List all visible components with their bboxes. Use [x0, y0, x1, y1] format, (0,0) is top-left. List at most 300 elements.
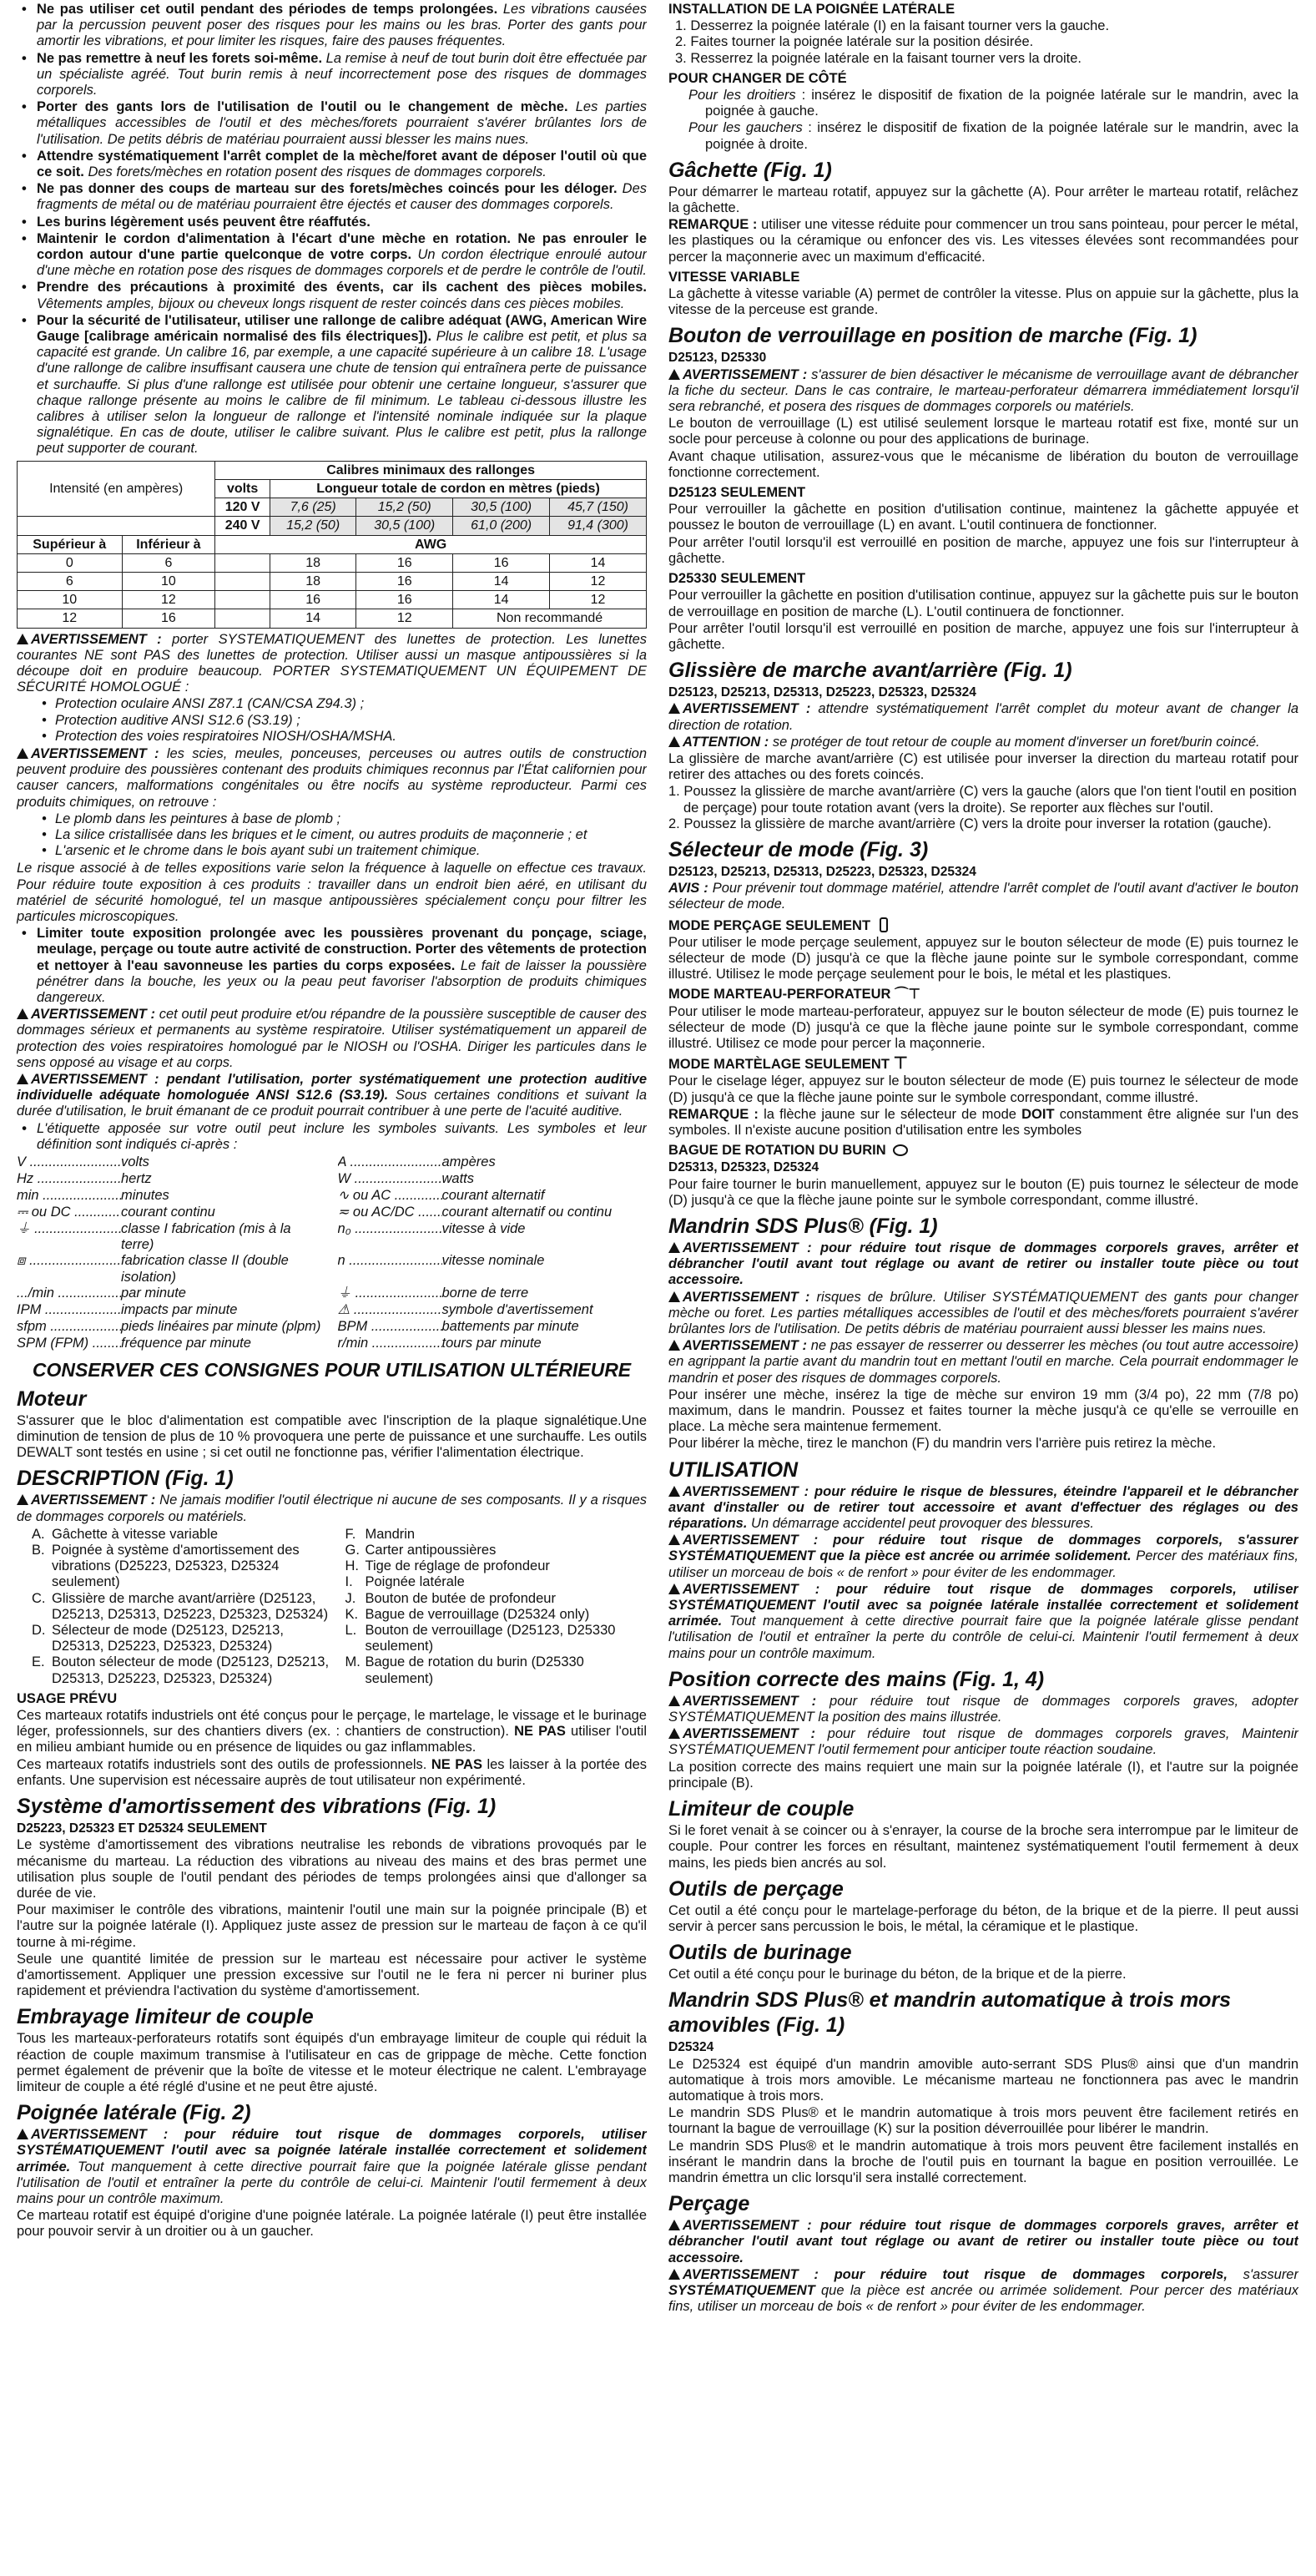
- description-item: [345, 1591, 648, 1607]
- item-letter: M.: [345, 1654, 361, 1670]
- warning-triangle-icon: [668, 1486, 680, 1497]
- warning-triangle-icon: [17, 634, 28, 644]
- table-cell: [215, 609, 270, 628]
- table-cell: 14: [550, 553, 647, 572]
- safety-bullet: [17, 99, 647, 148]
- table-sup-header: Supérieur à: [18, 535, 123, 553]
- description-item: [345, 1543, 648, 1558]
- save-instructions-heading: CONSERVER CES CONSIGNES POUR UTILISATION ULTÉRIEURE: [32, 1358, 632, 1381]
- trigger-text: Pour démarrer le marteau rotatif, appuyez sur la gâchette (A). Pour arrêter le marteau rotatif, relâchez la gâchette.: [668, 184, 1298, 216]
- right-column: [668, 2, 1298, 2576]
- symbol-key: ⏚ .....: [338, 1285, 442, 1302]
- warning-chemicals: AVERTISSEMENT : les scies, meules, ponceuses, perceuses ou autres outils de construction peuvent produire des poussières contenant des produits chimiques reconnus par l'État californien pour causer cancers, malformations congénitales ou être nocifs au système reproducteur. Parmi ces produits chimiques, on retrouve :: [17, 745, 647, 810]
- symbol-key: Hz .....: [17, 1171, 121, 1188]
- hands-warning-2: AVERTISSEMENT : pour réduire tout risque de dommages corporels graves, Maintenir SYSTÉMATIQUEMENT l'outil fermement pour anticiper toute réaction soudaine.: [668, 1726, 1298, 1758]
- fwdrev-models: D25123, D25213, D25313, D25223, D25323, D25324: [668, 685, 976, 700]
- mode-notice: AVIS : Pour prévenir tout dommage matériel, attendre l'arrêt complet de l'outil avant d'activer le bouton sélecteur de mode.: [668, 881, 1298, 912]
- mode-heading: Sélecteur de mode (Fig. 3): [668, 837, 929, 861]
- sds-text-2: Pour libérer la mèche, tirez le manchon (F) du mandrin vers l'arrière puis retirez la mèche.: [668, 1436, 1217, 1452]
- symbol-definition: borne de terre: [441, 1285, 529, 1301]
- side-handle-warning: AVERTISSEMENT : pour réduire tout risque de dommages corporels, utiliser SYSTÉMATIQUEMENT l'outil avec sa poignée latérale installée correctement et solidement arrimée. Tout manquement à cette directive pourrait faire que la poignée latérale glisse pendant l'utilisation de l'outil et entraîner la perte du contrôle de celui-ci. Maintenir l'outil fermement à deux mains pour un contrôle maximum.: [17, 2127, 647, 2206]
- trigger-heading: Gâchette (Fig. 1): [668, 158, 832, 182]
- lock-m2-text-2: Pour arrêter l'outil lorsqu'il est verrouillé en position de marche, appuyez une fois sur l'interrupteur à gâchette.: [668, 620, 1298, 652]
- warning-triangle-icon: [17, 1008, 28, 1019]
- table-row: [18, 609, 647, 628]
- symbol-definition: impacts par minute: [121, 1301, 238, 1317]
- description-parts-list: [32, 1527, 647, 1687]
- sds-warning-3: AVERTISSEMENT : ne pas essayer de resserrer ou desserrer les mèches (ou tout autre accessoire) en agrippant la partie avant du mandrin tout en mettant l'outil en marche. Cela pourrait endommager le mandrin et poser des risques de dommages corporels.: [668, 1338, 1298, 1386]
- symbol-key: min .....: [17, 1188, 121, 1205]
- utilisation-heading: UTILISATION: [668, 1457, 799, 1482]
- description-item: [345, 1607, 648, 1623]
- install-steps: [668, 18, 1298, 67]
- warning-triangle-icon: [668, 1242, 680, 1253]
- warning-triangle-icon: [668, 1583, 680, 1594]
- symbol-key: ⎓ ou DC .....: [17, 1205, 121, 1221]
- symbol-row: [338, 1336, 648, 1352]
- table-cell: 16: [356, 572, 453, 590]
- table-cell: 16: [122, 609, 215, 628]
- safety-bullets-top: [17, 2, 647, 457]
- bullet-lead: Les burins légèrement usés peuvent être réaffutés.: [37, 214, 371, 230]
- symbol-definition: fréquence par minute: [121, 1335, 251, 1351]
- label-bullet: • L'étiquette apposée sur votre outil peut inclure les symboles suivants. Les symboles et leur définition sont indiqués ci-après :: [17, 1121, 647, 1153]
- lock-text-2: Avant chaque utilisation, assurez-vous que le mécanisme de libération du bouton de verrouillage fonctionne correctement.: [668, 448, 1298, 480]
- hammer-mode-heading: MODE MARTEAU-PERFORATEUR ⌒⊤: [668, 987, 920, 1003]
- table-cell: 16: [356, 553, 453, 572]
- lock-text-1: Le bouton de verrouillage (L) est utilisé seulement lorsque le marteau rotatif est fixe, monté sur un socle pour perceuse à colonne ou pour des applications de burinage.: [668, 416, 1298, 447]
- table-cell: 14: [453, 572, 550, 590]
- side-handle-heading: Poignée latérale (Fig. 2): [17, 2101, 251, 2125]
- drill-tools-text: Cet outil a été conçu pour le martelage-perforage du béton, de la brique et de la pierre. Il peut aussi servir à percer sans percussion le bois, le métal, la céramique et le plastique.: [668, 1902, 1298, 1934]
- auto-chuck-text-3: Le mandrin SDS Plus® et le mandrin automatique à trois mors peuvent être facilement installés en insérant le mandrin dans la broche de l'outil puis en tournant la bague en position verrouillée. Le mandrin émettra un clic lorsqu'il sera installé correctement.: [668, 2138, 1298, 2185]
- step-item: 2. Poussez la glissière de marche avant/arrière (C) vers la droite pour inverser la rotation (gauche).: [668, 816, 1272, 831]
- chisel-tools-heading: Outils de burinage: [668, 1941, 852, 1965]
- item-letter: J.: [345, 1590, 356, 1606]
- bullet-text: Les vibrations causées par la percussion peuvent poser des risques pour les mains ou les bras. Porter des gants pour amortir les vibrations, et pour limiter les risques, faire des pauses fréquentes.: [37, 2, 647, 49]
- table-cell: 12: [550, 572, 647, 590]
- table-cell-length: 15,2 (50): [270, 517, 355, 535]
- warning-triangle-icon: [668, 369, 680, 380]
- symbol-definition: symbole d'avertissement: [441, 1301, 593, 1317]
- change-side-right: Pour les droitiers : insérez le dispositif de fixation de la poignée latérale sur le mandrin, avec la poignée à gauche.: [688, 88, 1298, 119]
- table-cell-length: 7,6 (25): [270, 498, 355, 517]
- symbol-row: [338, 1285, 648, 1302]
- item-text: Bouton de verrouillage (D25123, D25330 seulement): [365, 1623, 616, 1654]
- table-cell: [215, 572, 270, 590]
- bullet-text: Un cordon électrique enroulé autour d'une mèche en rotation pose des risques de dommages corporels et de perdre le contrôle de l'outil.: [37, 247, 647, 279]
- warning-triangle-icon: [668, 736, 680, 747]
- table-cell-length: 30,5 (100): [453, 498, 550, 517]
- side-handle-text: Ce marteau rotatif est équipé d'origine d'une poignée latérale. La poignée latérale (I) peut être installée pour pouvoir servir à un droitier ou à un gaucher.: [17, 2208, 647, 2240]
- sds-warning-1: AVERTISSEMENT : pour réduire tout risque de dommages corporels graves, arrêter et débrancher l'outil avant tout réglage ou avant de retirer ou installer toute pièce ou tout accessoire.: [668, 1240, 1298, 1288]
- moteur-text: S'assurer que le bloc d'alimentation est compatible avec l'inscription de la plaque signalétique.Une diminution de tension de plus de 10 % provoquera une perte de puissance et une surchauffe. Les outils DEWALT sont testés en usine ; si cet outil ne fonctionne pas, vérifier l'alimentation électrique.: [17, 1412, 647, 1461]
- symbol-key: ≂ ou AC/DC .....: [338, 1205, 442, 1221]
- bullet-text: Des forets/mèches en rotation posent des risques de dommages corporels.: [83, 164, 547, 180]
- lock-m1-text-1: Pour verrouiller la gâchette en position d'utilisation continue, maintenez la gâchette appuyée et poussez le bouton de verrouillage (L) en avant. L'outil continuera de fonctionner.: [668, 502, 1298, 533]
- bullet-lead: Porter des gants lors de l'utilisation de l'outil ou le changement de mèche.: [37, 99, 568, 115]
- clutch-heading: Embrayage limiteur de couple: [17, 2005, 314, 2029]
- description-item: [32, 1543, 334, 1591]
- symbol-definition: classe I fabrication (mis à la terre): [121, 1221, 291, 1253]
- bullet-text: Vêtements amples, bijoux ou cheveux longs risquent de rester coincés dans ces pièces mobiles.: [37, 295, 625, 311]
- safety-bullet: [17, 280, 647, 311]
- install-heading: INSTALLATION DE LA POIGNÉE LATÉRALE: [668, 2, 955, 17]
- table-cell: 0: [18, 553, 123, 572]
- table-cell-length: 30,5 (100): [356, 517, 453, 535]
- percage-heading: Perçage: [668, 2192, 750, 2216]
- bullet-lead: Ne pas remettre à neuf les forets soi-même.: [37, 50, 323, 66]
- table-intensity-header: Intensité (en ampères): [18, 461, 215, 517]
- item-letter: F.: [345, 1526, 356, 1542]
- description-warning: AVERTISSEMENT : Ne jamais modifier l'outil électrique ni aucune de ses composants. Il y a risques de dommages corporels ou matériels.: [17, 1493, 647, 1524]
- item-letter: D.: [32, 1623, 46, 1639]
- bullet-text: Plus le calibre est petit, et plus sa capacité est grande. Un calibre 16, par exemple, a une capacité supérieure à un calibre 18. L'usage d'une rallonge de calibre insuffisant causera une chute de tension qui entraînera perte de puissance et surchauffe. Si plus d'une rallonge est utilisée pour obtenir une certaine longueur, s'assurer que chaque rallonge présente au moins le calibre de fil minimum. Le tableau ci-dessous illustre les calibres à utiliser selon la longueur de rallonge et l'intensité nominale indiquée sur la plaque signalétique. En cas de doute, utiliser le calibre suivant. Plus le calibre est petit, plus la rallonge peut supporter de courant.: [37, 329, 647, 457]
- drill-mode-heading: MODE PERÇAGE SEULEMENT: [668, 917, 1298, 934]
- bullet-text: La remise à neuf de tout burin doit être effectuée par un spécialiste agréé. Tout burin remis à neuf incorrectement pose des risques de dommages corporels.: [37, 50, 647, 98]
- description-item: [345, 1527, 648, 1543]
- utilisation-warning-1: AVERTISSEMENT : pour réduire le risque de blessures, éteindre l'appareil et le débrancher avant d'installer ou de retirer tout accessoire et avant d'effectuer des réglages ou des réparations. Un démarrage accidentel peut provoquer des blessures.: [668, 1483, 1298, 1532]
- utilisation-warning-3: AVERTISSEMENT : pour réduire tout risque de dommages corporels, utiliser SYSTÉMATIQUEMENT l'outil avec sa poignée latérale installée correctement et solidement arrimée. Tout manquement à cette directive pourrait faire que la poignée latérale glisse pendant l'utilisation de l'outil et entraîner la perte du contrôle de celui-ci. Maintenir l'outil fermement à deux mains pour un contrôle maximum.: [668, 1581, 1298, 1661]
- warning-triangle-icon: [17, 1073, 28, 1084]
- symbol-definition: battements par minute: [441, 1318, 579, 1334]
- warning-dust: AVERTISSEMENT : cet outil peut produire et/ou répandre de la poussière susceptible de causer des dommages sérieux et permanents au système respiratoire. Utiliser systématiquement un appareil de protection des voies respiratoires homologué par le NIOSH ou l'OSHA. Diriger les particules dans le sens opposé au visage et au corps.: [17, 1007, 647, 1070]
- hands-heading: Position correcte des mains (Fig. 1, 4): [668, 1667, 1045, 1691]
- auto-chuck-heading: Mandrin SDS Plus® et mandrin automatique à trois mors amovibles (Fig. 1): [668, 1988, 1232, 2038]
- table-cell: 16: [453, 553, 550, 572]
- safety-bullet: [17, 313, 647, 457]
- table-row: [18, 591, 647, 609]
- symbol-definition: courant continu: [121, 1205, 215, 1220]
- table-inf-header: Inférieur à: [122, 535, 215, 553]
- symbol-definition: vitesse à vide: [441, 1221, 526, 1237]
- vibration-text-1: Le système d'amortissement des vibrations neutralise les rebonds de vibrations provoqués par le mécanisme du marteau. La réduction des vibrations au niveau des mains et des bras permet une utilisation plus souple de l'outil pendant des périodes de temps prolongées ainsi que d'allonger sa durée de vie.: [17, 1837, 647, 1901]
- symbol-key: ⧈ .....: [17, 1253, 121, 1285]
- symbol-key: n .....: [338, 1253, 442, 1285]
- table-row: [18, 572, 647, 590]
- description-item: [32, 1527, 334, 1543]
- table-cell-length: 61,0 (200): [453, 517, 550, 535]
- safety-bullet: [17, 2, 647, 50]
- table-cell: 16: [270, 591, 355, 609]
- auto-chuck-models: D25324: [668, 2040, 714, 2055]
- symbol-row: [17, 1302, 326, 1319]
- variable-speed-text: La gâchette à vitesse variable (A) permet de contrôler la vitesse. Plus on appuie sur la gâchette, plus la vitesse de la perceuse est grande.: [668, 286, 1298, 318]
- symbol-key: IPM .....: [17, 1302, 121, 1319]
- hammer-mode-text: Pour utiliser le mode marteau-perforateur, appuyez sur le bouton sélecteur de mode (E) puis tournez le sélecteur de mode (D) jusqu'à ce que la flèche jaune pointe sur le symbole correspondant, comme illustré. Utilisez ce mode pour percer la maçonnerie.: [668, 1003, 1298, 1051]
- table-cell: 12: [122, 591, 215, 609]
- percage-warning-2: AVERTISSEMENT : pour réduire tout risque de dommages corporels, s'assurer SYSTÉMATIQUEMENT que la pièce est ancrée ou arrimée solidement. Pour percer des matériaux fins, utiliser un morceau de bois « de renfort » pour éviter de les endommager.: [668, 2266, 1298, 2315]
- symbol-row: [17, 1285, 326, 1302]
- description-item: [345, 1623, 648, 1654]
- table-240v: 240 V: [215, 517, 270, 535]
- hammer-only-mode-icon: ⊤: [893, 1054, 908, 1073]
- item-text: Carter antipoussières: [365, 1543, 497, 1558]
- change-side-left: Pour les gauchers : insérez le dispositif de fixation de la poignée latérale sur le mandrin, avec la poignée à droite.: [688, 120, 1298, 152]
- list-item: • L'arsenic et le chrome dans le bois ayant subi un traitement chimique.: [37, 843, 647, 859]
- description-item: [32, 1591, 334, 1623]
- item-letter: A.: [32, 1526, 45, 1542]
- symbol-definition: hertz: [121, 1171, 152, 1187]
- warning-triangle-icon: [17, 2129, 28, 2139]
- symbol-row: [17, 1221, 326, 1253]
- warning-triangle-icon: [668, 1291, 680, 1302]
- list-item: • Protection oculaire ANSI Z87.1 (CAN/CSA Z94.3) ;: [37, 696, 647, 712]
- hammer-drill-mode-icon: ⌒⊤: [895, 987, 920, 1003]
- auto-chuck-text-2: Le mandrin SDS Plus® et le mandrin automatique à trois mors peuvent être facilement retirés en tournant la bague de verrouillage (K) sur la position déverrouillée pour libérer le mandrin.: [668, 2105, 1298, 2137]
- description-item: [32, 1623, 334, 1654]
- list-item: • La silice cristallisée dans les briques et le ciment, ou autres produits de maçonnerie ; et: [37, 827, 647, 843]
- symbol-key: V .....: [17, 1154, 121, 1171]
- bullet-lead: Ne pas utiliser cet outil pendant des périodes de temps prolongées.: [37, 2, 498, 17]
- symbol-definition: tours par minute: [441, 1335, 542, 1351]
- bullet-text: Des fragments de métal ou de matériau pourraient être éjectés et causer des dommages corporels.: [37, 181, 647, 213]
- lock-warning: AVERTISSEMENT : s'assurer de bien désactiver le mécanisme de verrouillage avant de débrancher la fiche du secteur. Dans le cas contraire, le marteau-perforateur démarrera immédiatement lorsqu'il sera rebranché, et posera des risques de dommages corporels ou matériels.: [668, 366, 1298, 415]
- warning-hearing: AVERTISSEMENT : pendant l'utilisation, porter systématiquement une protection auditive individuelle adéquate homologuée ANSI S12.6 (S3.19). Sous certaines conditions et suivant la durée d'utilisation, le bruit émanant de ce produit pourrait contribuer à une perte de l'acuité auditive.: [17, 1072, 647, 1119]
- description-item: [345, 1558, 648, 1574]
- symbol-row: [338, 1319, 648, 1336]
- clutch-text: Tous les marteaux-perforateurs rotatifs sont équipés d'un embrayage limiteur de couple qui réduit la réaction de couple maximum transmise à l'utilisateur en cas de grippage de mèche. Cette fonction permet également de prévenir que la boîte de vitesse et le moteur électrique ne calent. L'embrayage limiteur de couple a été réglé d'usine et ne peut être ajusté.: [17, 2031, 647, 2094]
- table-cell-length: 15,2 (50): [356, 498, 453, 517]
- warning-triangle-icon: [668, 1695, 680, 1706]
- table-cell-length: 45,7 (150): [550, 498, 647, 517]
- symbol-row: [17, 1253, 326, 1285]
- symbol-row: [17, 1205, 326, 1221]
- chisel-mode-text: Pour le ciselage léger, appuyez sur le bouton sélecteur de mode (E) puis tournez le sélecteur de mode (D) jusqu'à ce que la flèche jaune pointe sur le symbole correspondant, comme illustré.: [668, 1073, 1298, 1105]
- symbol-definition: fabrication classe II (double isolation): [121, 1253, 289, 1285]
- variable-speed-heading: VITESSE VARIABLE: [668, 269, 800, 285]
- safety-bullet: [17, 149, 647, 180]
- warning-triangle-icon: [668, 2220, 680, 2230]
- symbol-key: A .....: [338, 1154, 442, 1171]
- symbol-row: [338, 1221, 648, 1253]
- warning-triangle-icon: [668, 1728, 680, 1739]
- symbol-key: ⏚ .....: [17, 1221, 121, 1253]
- vibration-text-2: Pour maximiser le contrôle des vibrations, maintenir l'outil une main sur la poignée principale (B) et l'autre sur la poignée latérale (I). Appliquez juste assez de pression sur le marteau de façon à ce qu'il tourne à mi-régime.: [17, 1902, 647, 1950]
- item-text: Mandrin: [365, 1526, 416, 1542]
- item-text: Bague de rotation du burin (D25330 seulement): [365, 1654, 584, 1686]
- ring-models: D25313, D25323, D25324: [668, 1160, 819, 1175]
- lock-m2-text-1: Pour verrouiller la gâchette en position d'utilisation continue, appuyez sur la gâchette puis sur le bouton de verrouillage en position de marche (L). L'outil continuera de fonctionner.: [668, 588, 1298, 619]
- item-letter: C.: [32, 1590, 46, 1606]
- list-item: • Protection auditive ANSI S12.6 (S3.19) ;: [37, 713, 647, 729]
- utilisation-warning-2: AVERTISSEMENT : pour réduire tout risque de dommages corporels, s'assurer SYSTÉMATIQUEMENT que la pièce est ancrée ou arrimée solidement. Percer des matériaux fins, utiliser un morceau de bois « de renfort » pour éviter de les endommager.: [668, 1533, 1298, 1580]
- step-item: 1. Poussez la glissière de marche avant/arrière (C) vers la gauche (alors que l'on tient l'outil en position de perçage) pour toute rotation avant (vers la droite). Se reporter aux flèches sur l'outil.: [668, 784, 1297, 816]
- bullet-lead: Ne pas donner des coups de marteau sur des forets/mèches coincés pour les déloger.: [37, 181, 618, 197]
- hands-warning-1: AVERTISSEMENT : pour réduire tout risque de dommages corporels graves, adopter SYSTÉMATIQUEMENT la position des mains illustrée.: [668, 1693, 1298, 1725]
- symbol-definition: par minute: [121, 1285, 186, 1301]
- symbol-definition: volts: [121, 1154, 149, 1170]
- symbol-key: n₀ .....: [338, 1221, 442, 1253]
- sds-text-1: Pour insérer une mèche, insérez la tige de mèche sur environ 19 mm (3/4 po), 22 mm (7/8 po) maximum, dans le mandrin. Poussez et faites tourner la mèche jusqu'à ce qu'elle se verrouille en place. La mèche sera maintenue fermement.: [668, 1386, 1298, 1435]
- symbol-key: ⚠ .....: [338, 1302, 442, 1319]
- symbol-row: [17, 1319, 326, 1336]
- symbol-definition: vitesse nominale: [441, 1253, 545, 1269]
- warning-triangle-icon: [668, 2269, 680, 2280]
- drill-mode-text: Pour utiliser le mode perçage seulement, appuyez sur le bouton sélecteur de mode (E) puis tournez le sélecteur de mode (D) jusqu'à ce que la flèche jaune pointe sur le symbole correspondant, comme illustré. Utilisez le mode perçage seulement pour le bois, le métal et les plastiques.: [668, 934, 1298, 982]
- item-text: Bague de verrouillage (D25324 only): [365, 1606, 590, 1622]
- symbol-definition: minutes: [121, 1188, 169, 1204]
- symbol-row: [338, 1302, 648, 1319]
- table-cell: 14: [270, 609, 355, 628]
- chisel-mode-heading: MODE MARTÈLAGE SEULEMENT ⊤: [668, 1054, 908, 1073]
- vibration-text-3: Seule une quantité limitée de pression sur le marteau est nécessaire pour activer le système d'amortissement. Appliquer une pression excessive sur l'outil ne le fera ni percer ni buriner plus rapidement et préviendra l'activation du système d'amortissement.: [17, 1951, 647, 1999]
- percage-warning-1: AVERTISSEMENT : pour réduire tout risque de dommages corporels graves, arrêter et débrancher l'outil avant tout réglage ou avant de retirer ou installer toute pièce ou tout accessoire.: [668, 2218, 1298, 2265]
- list-item: • Protection des voies respiratoires NIOSH/OSHA/MSHA.: [37, 729, 647, 745]
- symbol-key: BPM .....: [338, 1319, 442, 1336]
- drill-tools-heading: Outils de perçage: [668, 1876, 844, 1901]
- table-cell: 6: [18, 572, 123, 590]
- safety-bullet: [17, 181, 647, 213]
- step-item: 3. Resserrez la poignée latérale en la faisant tourner vers la droite.: [675, 50, 1082, 66]
- safety-bullet: [17, 215, 647, 230]
- warning-triangle-icon: [668, 1534, 680, 1545]
- table-cell: 12: [356, 609, 453, 628]
- warning-triangle-icon: [668, 703, 680, 714]
- warning-triangle-icon: [17, 748, 28, 759]
- table-cell: 16: [356, 591, 453, 609]
- table-cell: 12: [550, 591, 647, 609]
- item-letter: H.: [345, 1558, 359, 1574]
- fwdrev-heading: Glissière de marche avant/arrière (Fig. 1): [668, 659, 1072, 683]
- symbol-row: [338, 1154, 648, 1171]
- table-cell: 18: [270, 572, 355, 590]
- symbol-row: [338, 1205, 648, 1221]
- lock-models: D25123, D25330: [668, 351, 767, 366]
- table-row: [18, 553, 647, 572]
- item-letter: E.: [32, 1654, 45, 1670]
- table-title: Calibres minimaux des rallonges: [215, 461, 647, 479]
- table-120v: 120 V: [215, 498, 270, 517]
- vibration-heading: Système d'amortissement des vibrations (Fig. 1): [17, 1795, 497, 1819]
- usage-heading: USAGE PRÉVU: [17, 1690, 118, 1706]
- safety-bullet: [17, 51, 647, 99]
- ring-heading: BAGUE DE ROTATION DU BURIN: [668, 1143, 1298, 1159]
- safety-bullet: [17, 231, 647, 280]
- item-letter: I.: [345, 1574, 353, 1590]
- trigger-remark: REMARQUE : utiliser une vitesse réduite pour commencer un trou sans pointeau, pour percer le métal, les plastiques ou la céramique ou enfoncer des vis. Les vitesses élevées sont recommandées pour percer la maçonnerie avec un maximum d'efficacité.: [668, 217, 1298, 265]
- item-text: Poignée à système d'amortissement des vibrations (D25223, D25323, D25324 seulement): [52, 1543, 300, 1590]
- torque-text: Si le foret venait à se coincer ou à s'enrayer, la course de la broche sera interrompue par le limiteur de couple. Pour contrer les forces en résultant, maintenez systématiquement l'outil fermement à deux mains, les pieds bien ancrés au sol.: [668, 1823, 1298, 1871]
- bullet-lead: Pour la sécurité de l'utilisateur, utiliser une rallonge de calibre adéquat (AWG, American Wire Gauge [calibrage américain normalisé des fils électriques]).: [37, 312, 647, 345]
- chem-risk-text: Le risque associé à de telles expositions varie selon la fréquence à laquelle on effectue ces travaux. Pour réduire toute exposition à ces produits : travailler dans un endroit bien aéré, en utilisant du matériel de sécurité homologué, tel un masque antipoussières spécialement conçu pour filtrer les particules microscopiques.: [17, 861, 647, 924]
- protection-list: [17, 696, 647, 745]
- table-cell: 12: [18, 609, 123, 628]
- item-letter: L.: [345, 1623, 357, 1639]
- auto-chuck-text-1: Le D25324 est équipé d'un mandrin amovible auto-serrant SDS Plus® ainsi que d'un mandrin automatique à trois mors amovible. Le mécanisme marteau ne fonctionnera pas avec le mandrin automatique à trois mors.: [668, 2056, 1298, 2104]
- bullet-lead: Maintenir le cordon d'alimentation à l'écart d'une mèche en rotation. Ne pas enrouler le cordon autour d'une partie quelconque de votre corps.: [37, 230, 647, 263]
- sds-heading: Mandrin SDS Plus® (Fig. 1): [668, 1215, 938, 1238]
- vibration-models: D25223, D25323 ET D25324 SEULEMENT: [17, 1821, 267, 1836]
- step-item: 2. Faites tourner la poignée latérale sur la position désirée.: [675, 34, 1034, 50]
- list-item: • Le plomb dans les peintures à base de plomb ;: [37, 811, 647, 827]
- item-letter: B.: [32, 1543, 45, 1558]
- item-letter: K.: [345, 1606, 359, 1622]
- symbol-row: [338, 1171, 648, 1188]
- extension-cord-table: [17, 461, 647, 629]
- item-text: Tige de réglage de profondeur: [365, 1558, 550, 1574]
- symbol-key: r/min .....: [338, 1336, 442, 1352]
- warning-glasses: AVERTISSEMENT : porter SYSTEMATIQUEMENT des lunettes de protection. Les lunettes courantes NE sont PAS des lunettes de protection. Utiliser aussi un masque antipoussières si la découpe doit en produire beaucoup. PORTER SYSTEMATIQUEMENT UN ÉQUIPEMENT DE SÉCURITÉ HOMOLOGUÉ :: [17, 631, 647, 695]
- table-awg-header: AWG: [215, 535, 647, 553]
- lock-m1-heading: D25123 SEULEMENT: [668, 485, 806, 501]
- drill-mode-icon: [880, 917, 888, 932]
- symbol-row: [17, 1171, 326, 1188]
- description-item: [32, 1654, 334, 1686]
- usage-text-2: Ces marteaux rotatifs industriels sont des outils de professionnels. NE PAS les laisser à la portée des enfants. Une supervision est nécessaire auprès de tout utilisateur non expérimenté.: [17, 1756, 647, 1788]
- symbol-definition: watts: [441, 1171, 475, 1187]
- torque-heading: Limiteur de couple: [668, 1797, 855, 1821]
- dust-bullet: • Limiter toute exposition prolongée avec les poussières provenant du ponçage, sciage, meulage, perçage ou toute autre activité de construction. Porter des vêtements de protection et nettoyer à l'eau savonneuse les parties du corps exposées. Le fait de laisser la poussière pénétrer dans la bouche, les yeux ou la peau peut favoriser l'absorption de produits chimiques dangereux.: [17, 926, 647, 1006]
- sds-warning-2: AVERTISSEMENT : risques de brûlure. Utiliser SYSTÉMATIQUEMENT des gants pour changer mèche ou foret. Les parties métalliques accessibles de l'outil et des mèches/forets pourraient s'avérer brûlantes lors de l'utilisation. De petits débris de matériau pourraient aussi blesser les mains nues.: [668, 1289, 1298, 1337]
- step-item: 1. Desserrez la poignée latérale (I) en la faisant tourner vers la gauche.: [675, 18, 1110, 34]
- fwdrev-steps: [668, 784, 1298, 832]
- rotation-ring-icon: [893, 1144, 908, 1156]
- moteur-heading: Moteur: [17, 1386, 87, 1411]
- table-cell-length: 91,4 (300): [550, 517, 647, 535]
- symbol-row: [17, 1336, 326, 1352]
- symbol-row: [17, 1188, 326, 1205]
- hands-text: La position correcte des mains requiert une main sur la poignée latérale (I), et l'autre sur la poignée principale (B).: [668, 1759, 1298, 1791]
- item-text: Glissière de marche avant/arrière (D25123, D25213, D25313, D25223, D25323, D25324): [52, 1590, 329, 1622]
- symbol-row: [17, 1154, 326, 1171]
- item-text: Gâchette à vitesse variable: [52, 1526, 219, 1542]
- item-text: Sélecteur de mode (D25123, D25213, D25313, D25223, D25323, D25324): [52, 1623, 284, 1654]
- warning-triangle-icon: [17, 1494, 28, 1505]
- ring-text: Pour faire tourner le burin manuellement, appuyez sur le bouton (E) puis tournez le sélecteur de mode (D) jusqu'à ce que la flèche jaune pointe sur le symbole correspondant, comme illustré.: [668, 1176, 1298, 1208]
- lock-heading: Bouton de verrouillage en position de marche (Fig. 1): [668, 324, 1198, 348]
- item-text: Bouton sélecteur de mode (D25123, D25213, D25313, D25223, D25323, D25324): [52, 1654, 330, 1686]
- symbol-key: ∿ ou AC .....: [338, 1188, 442, 1205]
- table-cell: 10: [18, 591, 123, 609]
- table-cell: 14: [453, 591, 550, 609]
- symbols-legend: [17, 1154, 647, 1352]
- item-text: Poignée latérale: [365, 1574, 465, 1590]
- fwdrev-caution: ATTENTION : se protéger de tout retour de couple au moment d'inverser un foret/burin coincé.: [668, 735, 1298, 750]
- symbol-key: .../min .....: [17, 1285, 121, 1302]
- fwdrev-text: La glissière de marche avant/arrière (C) est utilisée pour inverser la direction du marteau rotatif pour retirer des attaches ou des forets coincés.: [668, 750, 1298, 783]
- description-heading: DESCRIPTION (Fig. 1): [17, 1467, 234, 1491]
- table-cell: [215, 553, 270, 572]
- bullet-text: Les parties métalliques accessibles de l'outil et des mèches/forets pourraient s'avérer brûlantes lors de l'utilisation. De petits débris de matériau pourraient aussi blesser les mains nues.: [37, 99, 647, 147]
- symbol-definition: pieds linéaires par minute (plpm): [121, 1318, 321, 1334]
- table-spacer: [18, 517, 215, 535]
- symbol-key: SPM (FPM) .....: [17, 1336, 121, 1352]
- symbol-definition: ampères: [441, 1154, 496, 1170]
- symbol-row: [338, 1253, 648, 1285]
- change-side-heading: POUR CHANGER DE CÔTÉ: [668, 70, 847, 86]
- item-text: Bouton de butée de profondeur: [365, 1590, 556, 1606]
- fwdrev-warning: AVERTISSEMENT : attendre systématiquement l'arrêt complet du moteur avant de changer la direction de rotation.: [668, 701, 1298, 733]
- symbol-row: [338, 1188, 648, 1205]
- lock-m1-text-2: Pour arrêter l'outil lorsqu'il est verrouillé en position de marche, appuyez une fois sur l'interrupteur à gâchette.: [668, 534, 1298, 566]
- symbol-key: sfpm .....: [17, 1319, 121, 1336]
- warning-triangle-icon: [668, 1340, 680, 1351]
- symbol-definition: courant alternatif: [441, 1188, 545, 1204]
- table-cell: 6: [122, 553, 215, 572]
- item-letter: G.: [345, 1543, 360, 1558]
- description-item: [345, 1574, 648, 1590]
- symbol-definition: courant alternatif ou continu: [441, 1205, 613, 1220]
- bullet-lead: Prendre des précautions à proximité des évents, car ils cachent des pièces mobiles.: [37, 280, 647, 295]
- table-volts-header: volts: [215, 479, 270, 498]
- symbol-key: W .....: [338, 1171, 442, 1188]
- table-cell: 10: [122, 572, 215, 590]
- mode-models: D25123, D25213, D25313, D25223, D25323, D25324: [668, 864, 976, 879]
- table-cell: [215, 591, 270, 609]
- bullet-lead: Attendre systématiquement l'arrêt complet de la mèche/foret avant de déposer l'outil où que ce soit.: [37, 148, 647, 180]
- lock-m2-heading: D25330 SEULEMENT: [668, 571, 806, 587]
